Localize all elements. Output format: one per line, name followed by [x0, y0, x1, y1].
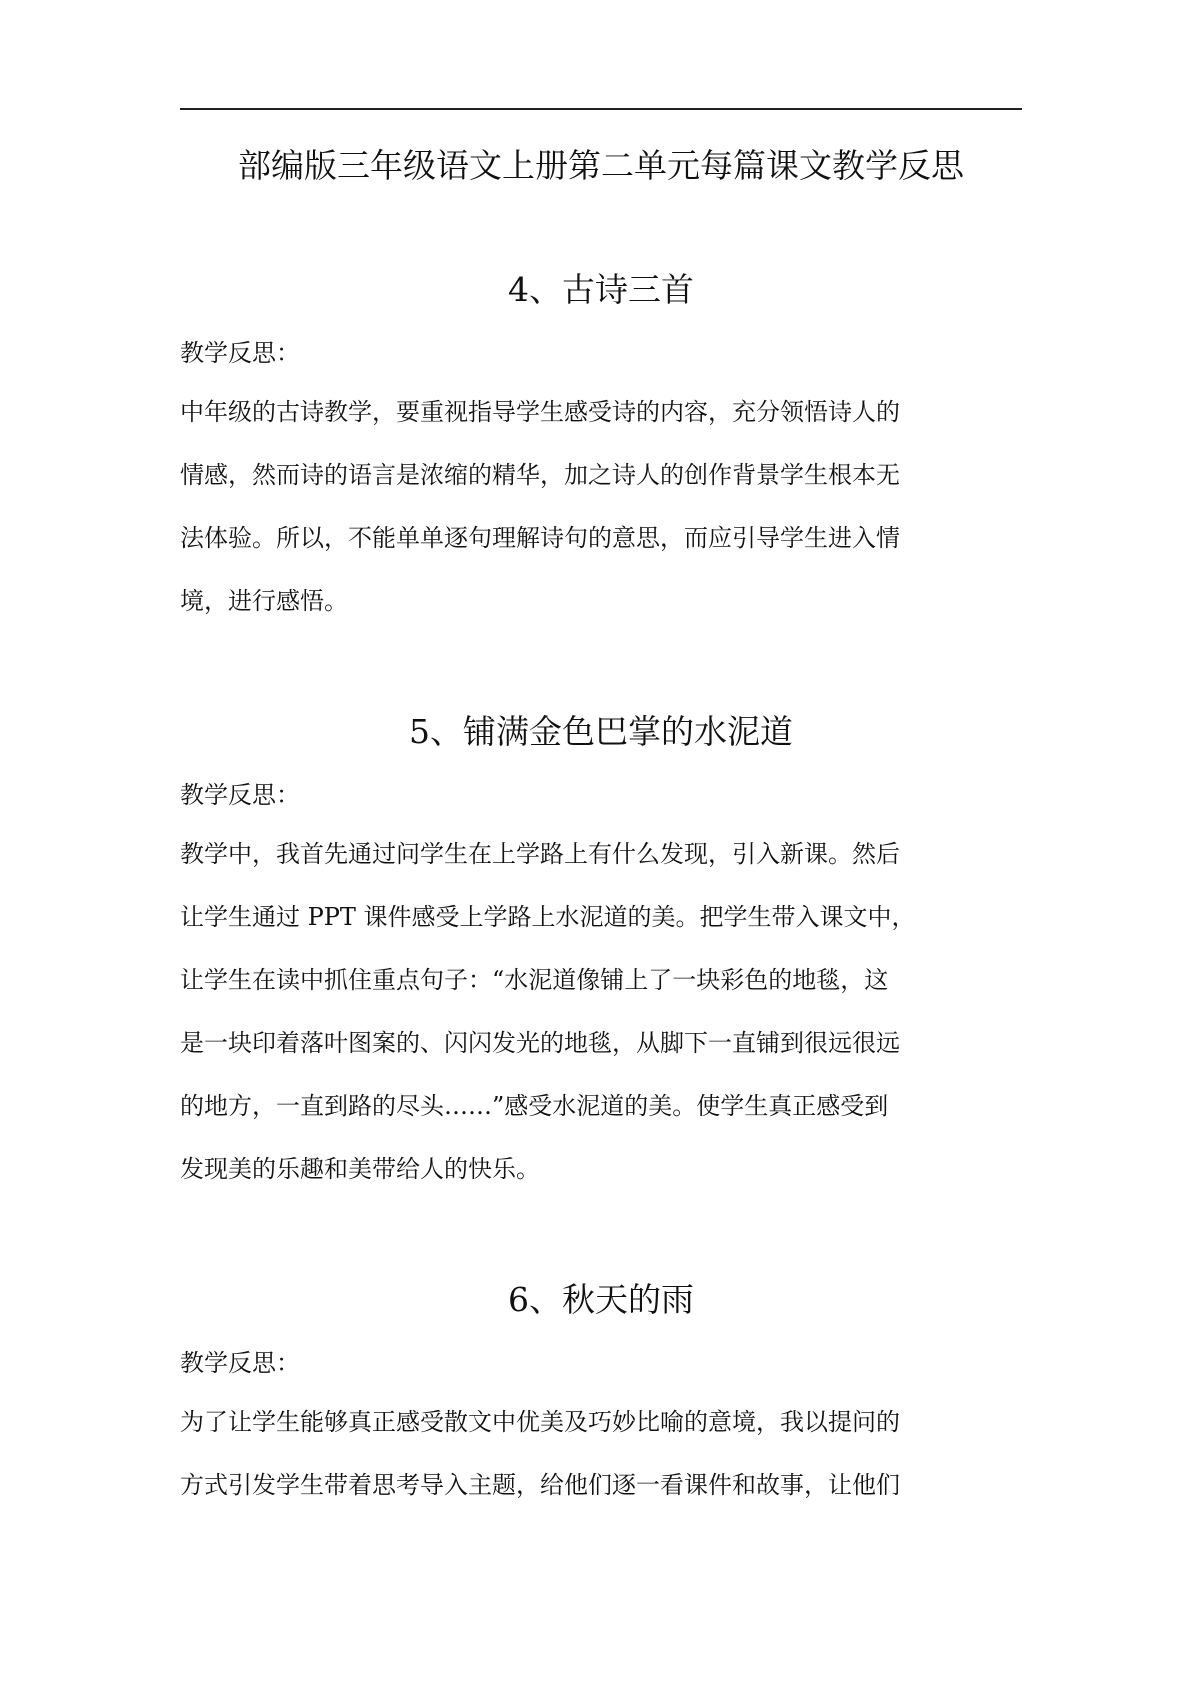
- paragraph-line: 为了让学生能够真正感受散文中优美及巧妙比喻的意境，我以提问的: [180, 1408, 900, 1436]
- paragraph-line: 的地方，一直到路的尽头……”感受水泥道的美。使学生真正感受到: [180, 1092, 889, 1120]
- paragraph-line: 教学中，我首先通过问学生在上学路上有什么发现，引入新课。然后: [180, 840, 900, 868]
- reflection-label: 教学反思：: [180, 339, 300, 367]
- section-heading: 5、铺满金色巴掌的水泥道: [409, 712, 793, 751]
- paragraph-line: 境，进行感悟。: [180, 587, 348, 615]
- section-lesson-4: [180, 262, 1022, 633]
- paragraph-line: 发现美的乐趣和美带给人的快乐。: [180, 1155, 540, 1183]
- section-lesson-5: [180, 704, 1022, 1201]
- header-rule: [180, 108, 1022, 110]
- paragraph-line: 中年级的古诗教学，要重视指导学生感受诗的内容，充分领悟诗人的: [180, 398, 900, 426]
- paragraph-line: 方式引发学生带着思考导入主题，给他们逐一看课件和故事，让他们: [180, 1471, 900, 1499]
- reflection-paragraph: [180, 1391, 1022, 1517]
- paragraph-line: 法体验。所以，不能单单逐句理解诗句的意思，而应引导学生进入情: [180, 524, 900, 552]
- reflection-paragraph: [180, 823, 1022, 1201]
- document-title: 部编版三年级语文上册第二单元每篇课文教学反思: [238, 146, 964, 185]
- reflection-label: 教学反思：: [180, 781, 300, 809]
- section-heading: 4、古诗三首: [508, 270, 694, 309]
- paragraph-line: 让学生在读中抓住重点句子：“水泥道像铺上了一块彩色的地毯，这: [180, 966, 889, 994]
- section-heading: 6、秋天的雨: [508, 1280, 694, 1319]
- reflection-label: 教学反思：: [180, 1349, 300, 1377]
- reflection-paragraph: [180, 381, 1022, 633]
- section-lesson-6: [180, 1272, 1022, 1517]
- paragraph-line: 是一块印着落叶图案的、闪闪发光的地毯，从脚下一直铺到很远很远: [180, 1029, 900, 1057]
- paragraph-line: 让学生通过 PPT 课件感受上学路上水泥道的美。把学生带入课文中，: [180, 903, 916, 931]
- paragraph-line: 情感，然而诗的语言是浓缩的精华，加之诗人的创作背景学生根本无: [180, 461, 900, 489]
